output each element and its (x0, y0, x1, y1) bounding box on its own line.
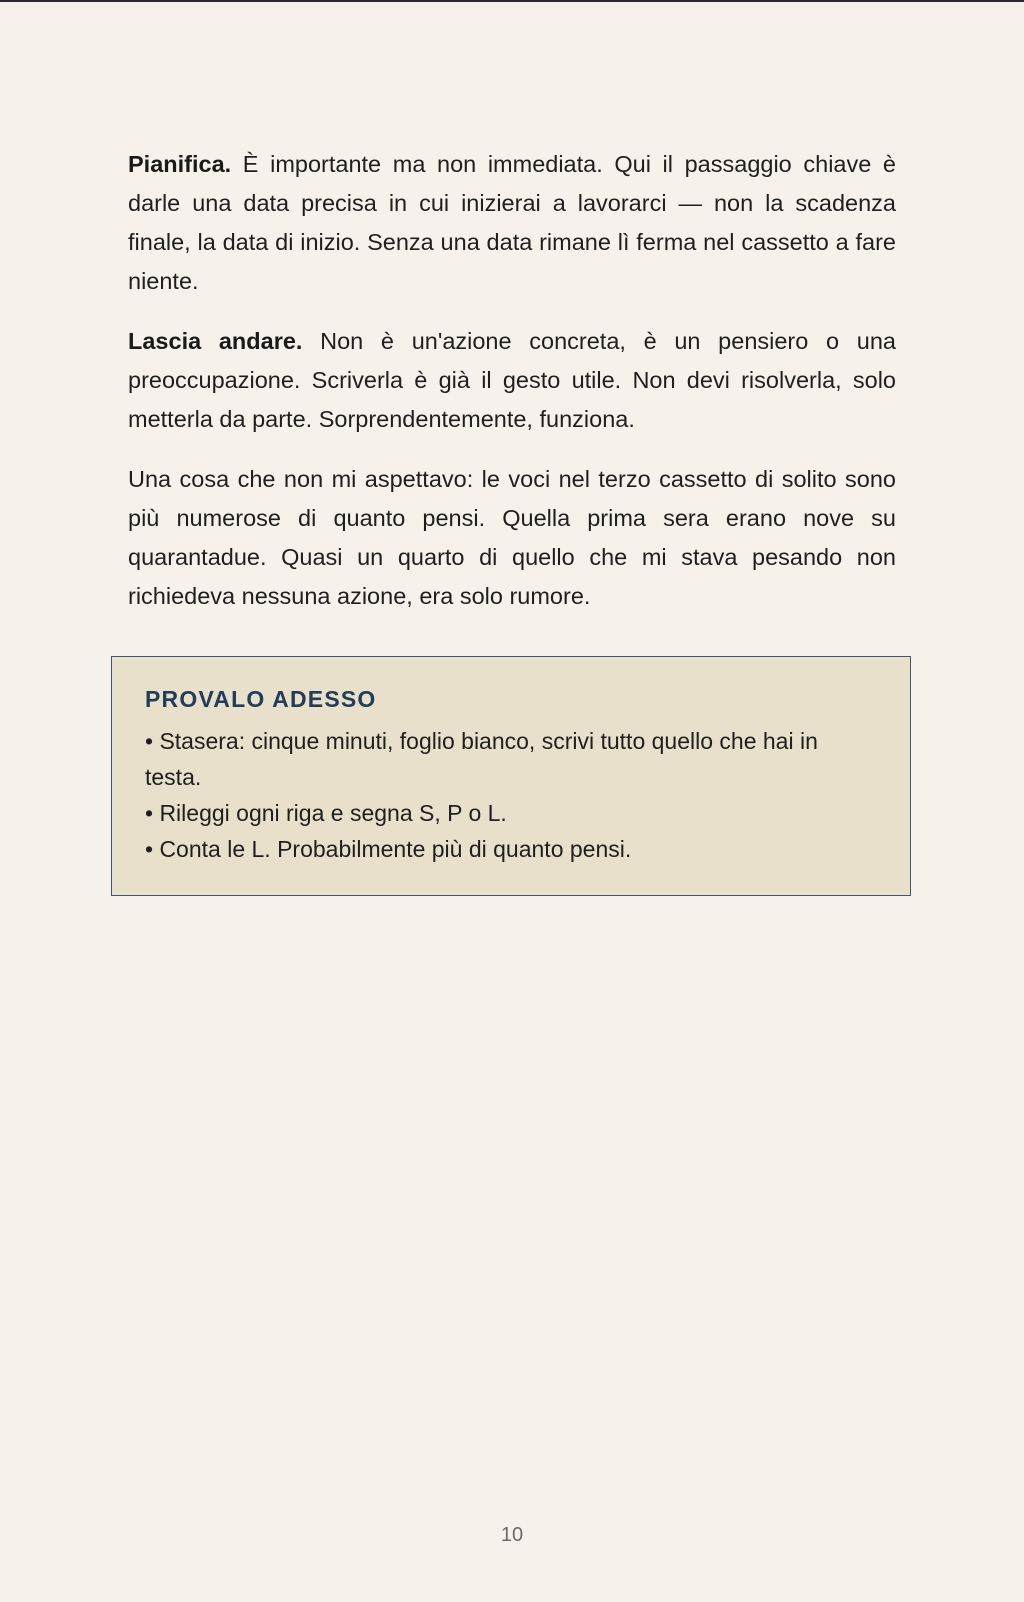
callout-list (145, 723, 878, 867)
callout-item: • Rileggi ogni riga e segna S, P o L. (145, 800, 507, 826)
paragraph-terzo-cassetto (128, 460, 896, 616)
paragraph-lead: Pianifica. (128, 151, 232, 177)
paragraph-text: È importante ma non immediata. Qui il passaggio chiave è darle una data precisa in cui inizierai a lavorarci — non la scadenza finale, la data di inizio. Senza una data rimane lì ferma nel cassetto a fare niente. (128, 151, 896, 294)
paragraph-text: Non è un'azione concreta, è un pensiero o una preoccupazione. Scriverla è già il gesto utile. Non devi risolverla, solo metterla da parte. Sorprendentemente, funziona. (128, 328, 896, 432)
paragraph-pianifica (128, 145, 896, 301)
paragraph-lascia-andare (128, 322, 896, 439)
top-border-rule (0, 0, 1024, 2)
paragraph-text: Una cosa che non mi aspettavo: le voci nel terzo cassetto di solito sono più numerose di quanto pensi. Quella prima sera erano nove su quarantadue. Quasi un quarto di quello che mi stava pesando non richiedeva nessuna azione, era solo rumore. (128, 466, 896, 609)
body-text (128, 145, 896, 637)
callout-item: • Conta le L. Probabilmente più di quanto pensi. (145, 836, 632, 862)
paragraph-lead: Lascia andare. (128, 328, 303, 354)
try-it-now-box (111, 656, 911, 896)
callout-item: • Stasera: cinque minuti, foglio bianco, scrivi tutto quello che hai in testa. (145, 728, 818, 790)
callout-title: PROVALO ADESSO (145, 686, 377, 712)
page-number: 10 (500, 1524, 524, 1546)
